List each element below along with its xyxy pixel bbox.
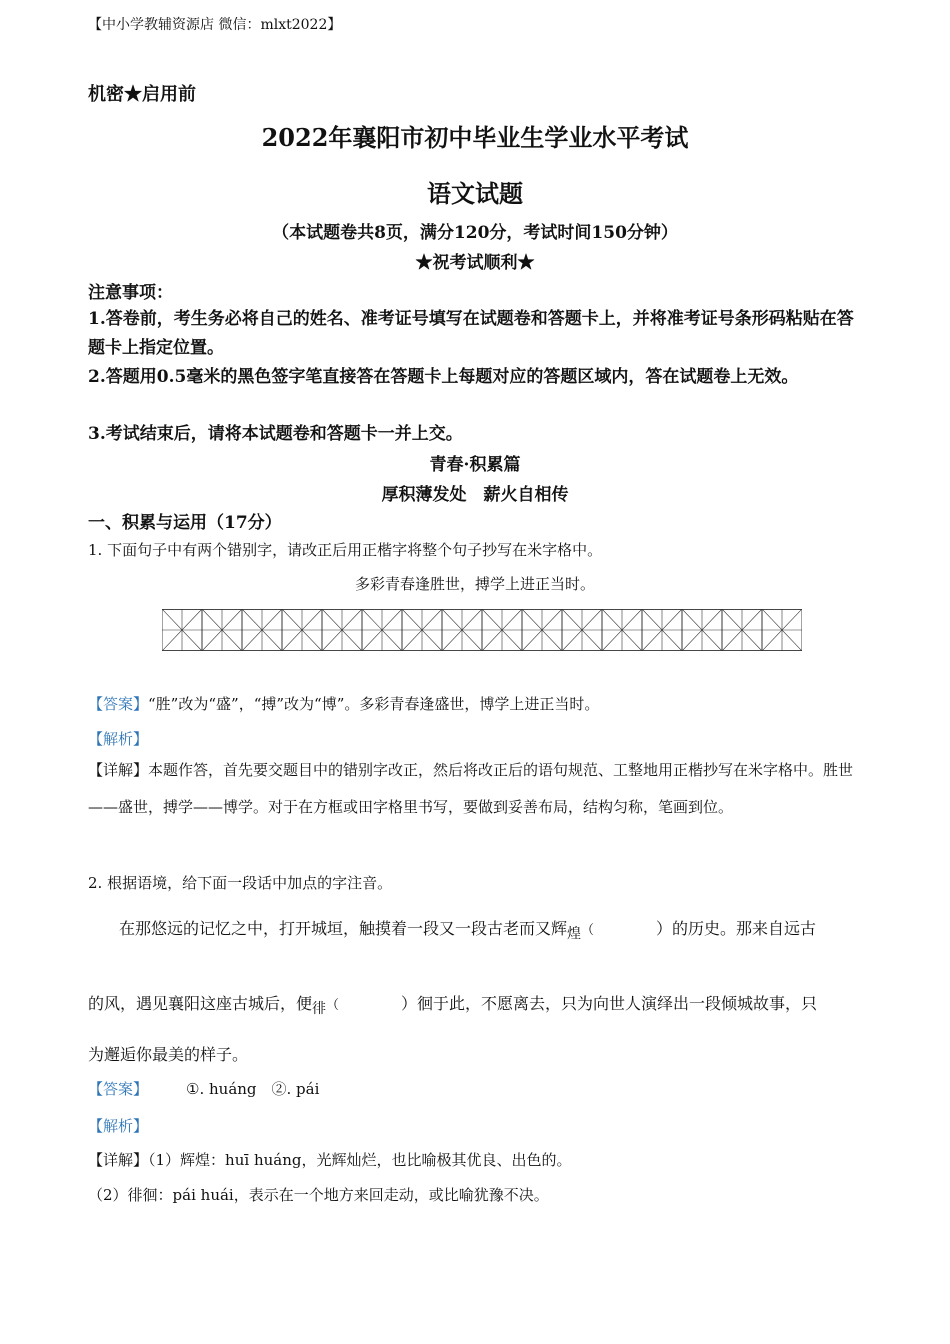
detail-label: 【详解】	[88, 1151, 149, 1169]
section-subtitle: 厚积薄发处 薪火自相传	[381, 485, 569, 505]
q1-detail	[88, 752, 863, 826]
grid-cell	[402, 609, 442, 651]
section-title: 青春·积累篇	[429, 455, 521, 475]
note-item: 1.答卷前，考生务必将自己的姓名、准考证号填写在试题卷和答题卡上，并将准考证号条形码粘贴在答题卡上指定位置。	[88, 309, 854, 358]
grid-cell	[722, 609, 762, 651]
grid-cell	[202, 609, 242, 651]
q1-answer-text: “胜”改为“盛”，“搏”改为“博”。多彩青春逢盛世，博学上进正当时。	[148, 695, 600, 713]
grid-cell	[522, 609, 562, 651]
dotted-character: 煌	[567, 926, 582, 942]
grid-cell	[442, 609, 482, 651]
q2-passage-line-3: 为邂逅你最美的样子。	[88, 1045, 249, 1064]
q2-analysis-label: 【解析】	[88, 1117, 149, 1135]
notes-heading: 注意事项：	[88, 283, 173, 303]
watermark: 【中小学教辅资源店 微信：mlxt2022】	[88, 17, 342, 33]
grid-cell	[562, 609, 602, 651]
q2-answer-line	[88, 1078, 319, 1099]
grid-cell	[482, 609, 522, 651]
grid-cell	[642, 609, 682, 651]
grid-cell	[762, 609, 802, 651]
exam-title: 2022年襄阳市初中毕业生学业水平考试	[261, 123, 689, 152]
detail-label: 【详解】	[88, 761, 149, 779]
part-heading: 一、积累与运用（17分）	[88, 513, 282, 533]
q2-passage-line-2	[88, 991, 818, 1017]
question-2-prompt: 2. 根据语境，给下面一段话中加点的字注音。	[88, 874, 393, 892]
q2-answer-text: ①. huáng ②. pái	[186, 1080, 320, 1098]
exam-subtitle: 语文试题	[427, 179, 523, 208]
question-1-sentence: 多彩青春逢胜世，搏学上进正当时。	[354, 575, 595, 593]
grid-cell	[322, 609, 362, 651]
blank-open: （	[326, 998, 340, 1013]
q1-answer-line	[88, 693, 599, 714]
q2-detail-1	[88, 1149, 571, 1170]
q2-detail-2: （2）徘徊：pái huái，表示在一个地方来回走动，或比喻犹豫不决。	[88, 1186, 549, 1204]
grid-cell	[242, 609, 282, 651]
answer-label: 【答案】	[88, 695, 149, 713]
exam-info: （本试题卷共8页，满分120分，考试时间150分钟）	[272, 223, 678, 243]
passage-text: ）的历史。那来自远古	[656, 919, 817, 938]
q1-detail-text: 本题作答，首先要交题目中的错别字改正，然后将改正后的语句规范、工整地用正楷抄写在米字格中。胜世——盛世，搏学——博学。对于在方框或田字格里书写，要做到妥善布局，结构匀称，笔画到位。	[88, 761, 854, 816]
grid-cell	[362, 609, 402, 651]
question-1-prompt: 1. 下面句子中有两个错别字，请改正后用正楷字将整个句子抄写在米字格中。	[88, 541, 603, 559]
grid-cell	[282, 609, 322, 651]
grid-cell	[682, 609, 722, 651]
passage-text: ）徊于此，不愿离去，只为向世人演绎出一段倾城故事，只	[401, 994, 818, 1013]
dotted-character: 徘	[312, 1001, 327, 1017]
blank-open: （	[581, 923, 595, 938]
q2-detail-text: （1）辉煌：huī huáng，光辉灿烂，也比喻极其优良、出色的。	[148, 1151, 572, 1169]
q1-analysis-label: 【解析】	[88, 730, 149, 748]
secret-label: 机密★启用前	[88, 84, 196, 105]
mi-character-grid	[162, 609, 802, 651]
exam-wish: ★祝考试顺利★	[415, 253, 535, 273]
passage-text: 在那悠远的记忆之中，打开城垣，触摸着一段又一段古老而又辉	[119, 919, 568, 938]
note-item: 2.答题用0.5毫米的黑色签字笔直接答在答题卡上每题对应的答题区域内，答在试题卷上无效。	[88, 367, 799, 387]
grid-cell	[602, 609, 642, 651]
q2-passage-line-1	[119, 916, 817, 942]
note-item: 3.考试结束后，请将本试题卷和答题卡一并上交。	[88, 424, 463, 444]
passage-text: 的风，遇见襄阳这座古城后，便	[88, 994, 313, 1013]
answer-label: 【答案】	[88, 1080, 149, 1098]
grid-cell	[162, 609, 202, 651]
